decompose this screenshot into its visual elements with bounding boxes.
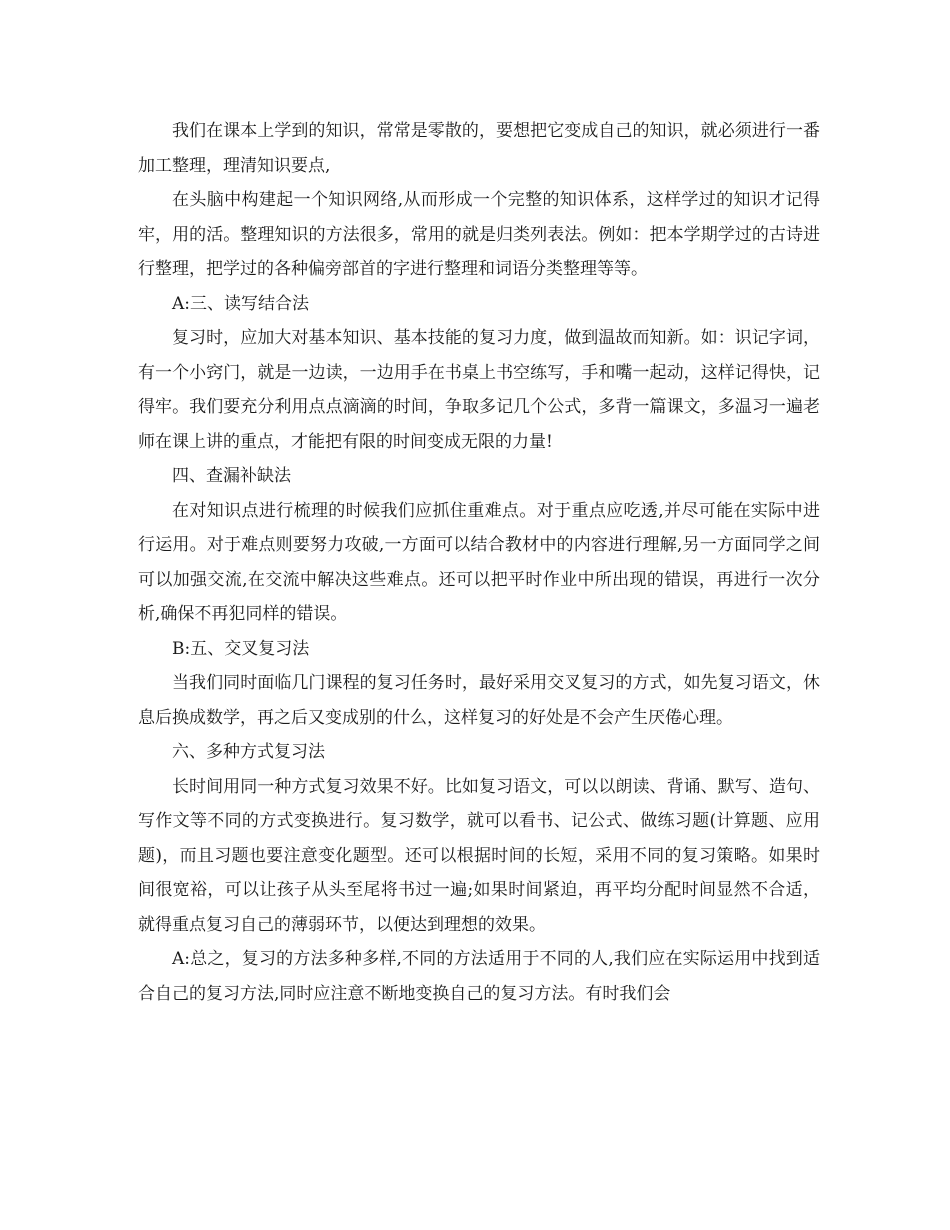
document-body [138, 114, 820, 1011]
heading-multiple-ways-method: 六、多种方式复习法 [172, 742, 325, 762]
paragraph-intro: 我们在课本上学到的知识，常常是零散的，要想把它变成自己的知识，就必须进行一番加工整理，理清知识要点, [138, 121, 820, 176]
heading-gap-filling-method: 四、查漏补缺法 [172, 466, 291, 486]
paragraph-gap-filling: 在对知识点进行梳理的时候我们应抓住重难点。对于重点应吃透,并尽可能在实际中进行运用。对于难点则要努力攻破,一方面可以结合教材中的内容进行理解,另一方面同学之间可以加强交流,在交流中解决这些难点。还可以把平时作业中所出现的错误，再进行一次分析,确保不再犯同样的错误。 [138, 500, 820, 624]
paragraph-conclusion: A:总之，复习的方法多种多样,不同的方法适用于不同的人,我们应在实际运用中找到适合自己的复习方法,同时应注意不断地变换自己的复习方法。有时我们会 [138, 949, 820, 1004]
heading-reading-writing-method: A:三、读写结合法 [172, 293, 310, 314]
paragraph-knowledge-network: 在头脑中构建起一个知识网络,从而形成一个完整的知识体系，这样学过的知识才记得牢，用的活。整理知识的方法很多，常用的就是归类列表法。例如：把本学期学过的古诗进行整理，把学过的各种偏旁部首的字进行整理和词语分类整理等等。 [138, 190, 820, 279]
paragraph-cross-review: 当我们同时面临几门课程的复习任务时，最好采用交叉复习的方式，如先复习语文，休息后换成数学，再之后又变成别的什么，这样复习的好处是不会产生厌倦心理。 [138, 673, 820, 728]
paragraph-multiple-ways: 长时间用同一种方式复习效果不好。比如复习语文，可以以朗读、背诵、默写、造句、写作文等不同的方式变换进行。复习数学，就可以看书、记公式、做练习题(计算题、应用题)，而且习题也要注意变化题型。还可以根据时间的长短，采用不同的复习策略。如果时间很宽裕，可以让孩子从头至尾将书过一遍;如果时间紧迫，再平均分配时间显然不合适，就得重点复习自己的薄弱环节，以便达到理想的效果。 [138, 776, 820, 935]
paragraph-reading-writing: 复习时，应加大对基本知识、基本技能的复习力度，做到温故而知新。如：识记字词，有一个小窍门，就是一边读，一边用手在书桌上书空练写，手和嘴一起动，这样记得快，记得牢。我们要充分利用点点滴滴的时间，争取多记几个公式，多背一篇课文，多温习一遍老师在课上讲的重点，才能把有限的时间变成无限的力量! [138, 328, 820, 452]
heading-cross-review-method: B:五、交叉复习法 [172, 638, 310, 659]
